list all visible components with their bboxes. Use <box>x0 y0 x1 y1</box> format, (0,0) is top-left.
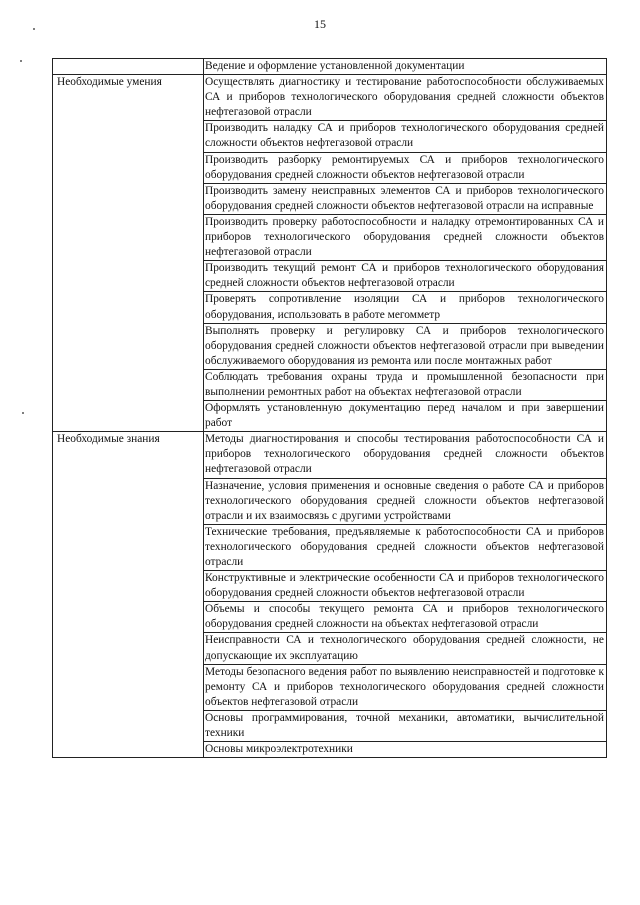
requirement-cell: Неисправности СА и технологического оборудования средней сложности, не допускающие их эксплуатацию <box>204 633 607 664</box>
requirement-cell: Методы диагностирования и способы тестирования работоспособности СА и приборов технологического оборудования средней сложности объектов нефтегазовой отрасли <box>204 432 607 478</box>
table-row <box>53 432 607 478</box>
requirement-cell: Производить текущий ремонт СА и приборов технологического оборудования средней сложности объектов нефтегазовой отрасли <box>204 261 607 292</box>
requirement-cell: Конструктивные и электрические особенности СА и приборов технологического оборудования средней сложности объектов нефтегазовой отрасли <box>204 571 607 602</box>
requirement-cell: Выполнять проверку и регулировку СА и приборов технологического оборудования средней сложности объектов нефтегазовой отрасли при выведении обслуживаемого оборудования из ремонта или после монтажных работ <box>204 323 607 369</box>
requirement-cell: Оформлять установленную документацию перед началом и при завершении работ <box>204 401 607 432</box>
scan-speck <box>20 60 22 62</box>
section-label: Необходимые умения <box>53 75 204 432</box>
requirement-cell: Технические требования, предъявляемые к работоспособности СА и приборов технологического оборудования средней сложности объектов нефтегазовой отрасли <box>204 524 607 570</box>
requirement-cell: Производить замену неисправных элементов СА и приборов технологического оборудования средней сложности объектов нефтегазовой отрасли на исправные <box>204 183 607 214</box>
requirement-cell: Проверять сопротивление изоляции СА и приборов технологического оборудования, использовать в работе мегомметр <box>204 292 607 323</box>
section-label: Необходимые знания <box>53 432 204 758</box>
section-label-cell <box>53 59 204 75</box>
page-number: 15 <box>314 17 326 31</box>
qualification-table <box>52 58 607 758</box>
table-row <box>53 59 607 75</box>
requirement-cell: Основы микроэлектротехники <box>204 742 607 758</box>
requirement-cell: Соблюдать требования охраны труда и промышленной безопасности при выполнении ремонтных работ на объектах нефтегазовой отрасли <box>204 369 607 400</box>
requirement-cell: Производить наладку СА и приборов технологического оборудования средней сложности объектов нефтегазовой отрасли <box>204 121 607 152</box>
scan-speck <box>22 412 24 414</box>
table-row <box>53 75 607 121</box>
scan-speck <box>33 28 35 30</box>
requirement-cell: Основы программирования, точной механики, автоматики, вычислительной техники <box>204 710 607 741</box>
table-body <box>53 59 607 758</box>
requirement-cell: Методы безопасного ведения работ по выявлению неисправностей и подготовке к ремонту СА и приборов технологического оборудования средней сложности объектов нефтегазовой отрасли <box>204 664 607 710</box>
requirement-cell: Объемы и способы текущего ремонта СА и приборов технологического оборудования средней сложности на объектах нефтегазовой отрасли <box>204 602 607 633</box>
requirement-cell: Производить разборку ремонтируемых СА и приборов технологического оборудования средней сложности объектов нефтегазовой отрасли <box>204 152 607 183</box>
requirement-cell: Ведение и оформление установленной документации <box>204 59 607 75</box>
requirement-cell: Производить проверку работоспособности и наладку отремонтированных СА и приборов технологического оборудования средней сложности объектов нефтегазовой отрасли <box>204 214 607 260</box>
requirement-cell: Назначение, условия применения и основные сведения о работе СА и приборов технологического оборудования средней сложности объектов нефтегазовой отрасли и их взаимосвязь с другими устройствами <box>204 478 607 524</box>
requirement-cell: Осуществлять диагностику и тестирование работоспособности обслуживаемых СА и приборов технологического оборудования средней сложности объектов нефтегазовой отрасли <box>204 75 607 121</box>
